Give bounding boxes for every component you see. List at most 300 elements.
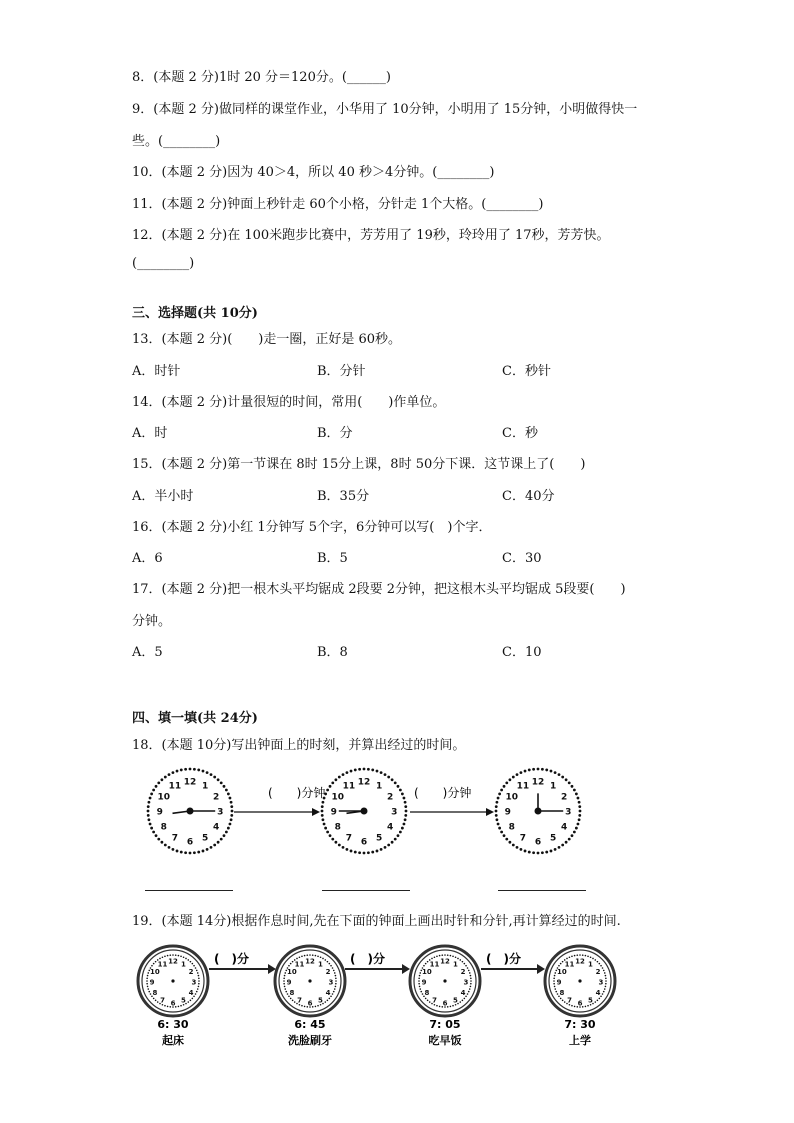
- clock-minute-dot: [196, 991, 198, 993]
- clock-numeral: 2: [188, 968, 194, 977]
- clock-numeral: 11: [168, 781, 182, 792]
- clock-minute-dot: [146, 977, 148, 979]
- clock-minute-dot: [290, 963, 292, 965]
- clock-minute-dot: [450, 955, 452, 957]
- clock-minute-dot: [317, 1005, 319, 1007]
- clock-minute-dot: [468, 991, 470, 993]
- question-8: 8．(本题 2 分)1时 20 分＝120分。(______): [132, 70, 391, 85]
- clock-numeral: 9: [421, 978, 427, 987]
- clock-minute-dot: [452, 1005, 454, 1007]
- clock-numeral: 10: [557, 968, 567, 977]
- clock-minute-dot: [175, 954, 177, 956]
- clock-minute-dot: [469, 972, 471, 974]
- clock-minute-dot: [569, 956, 571, 958]
- clock-center: [443, 979, 446, 982]
- clock-minute-dot: [185, 958, 187, 960]
- clock-numeral: 3: [217, 807, 224, 818]
- clock-numeral: 1: [375, 781, 383, 792]
- section-title-fill: 四、填一填(共 24分): [132, 711, 258, 726]
- clock-minute-dot: [187, 959, 189, 961]
- clock-minute-dot: [164, 955, 166, 957]
- clock-minute-dot: [600, 965, 602, 967]
- clock-minute-dot: [566, 958, 568, 960]
- clock-minute-dot: [155, 1000, 157, 1002]
- clock-numeral: 5: [318, 996, 323, 1005]
- clock-minute-dot: [301, 1005, 303, 1007]
- clock-numeral: 5: [453, 996, 458, 1005]
- clock-minute-dot: [147, 988, 149, 990]
- clock-minute-dot: [465, 965, 467, 967]
- clock-numeral: 3: [391, 807, 398, 818]
- clock-minute-dot: [320, 956, 322, 958]
- q15-option-c: C．40分: [502, 489, 555, 504]
- clock-minute-dot: [592, 958, 594, 960]
- clock-minute-dot: [455, 956, 457, 958]
- clock-numeral: 7: [160, 996, 165, 1005]
- clock-numeral: 3: [565, 807, 572, 818]
- q19-arrow-label-2: ( )分: [350, 952, 385, 966]
- clock-minute-dot: [153, 998, 155, 1000]
- clock-minute-dot: [457, 958, 459, 960]
- clock-minute-dot: [335, 977, 337, 979]
- clock-numeral: 2: [460, 968, 466, 977]
- clock-minute-dot: [560, 963, 562, 965]
- clock-minute-dot: [327, 1000, 329, 1002]
- clock-minute-dot: [590, 956, 592, 958]
- clock-minute-dot: [459, 1001, 461, 1003]
- question-17-line-1: 17．(本题 2 分)把一根木头平均锯成 2段要 2分钟，把这根木头平均锯成 5段要( ): [132, 582, 626, 597]
- clock-numeral: 10: [157, 792, 171, 803]
- clock-minute-dot: [470, 980, 472, 982]
- clock-minute-dot: [324, 1001, 326, 1003]
- clock-minute-dot: [604, 972, 606, 974]
- clock-minute-dot: [467, 993, 469, 995]
- clock-minute-dot: [554, 972, 556, 974]
- clock-minute-dot: [324, 959, 326, 961]
- clock-minute-dot: [178, 1006, 180, 1008]
- clock-minute-dot: [441, 954, 443, 956]
- q16-option-a: A．6: [132, 551, 163, 566]
- clock-minute-dot: [553, 983, 555, 985]
- q19-arrowhead-3: [537, 964, 545, 974]
- clock-minute-dot: [150, 993, 152, 995]
- clock-minute-dot: [468, 970, 470, 972]
- clock-minute-dot: [429, 1001, 431, 1003]
- clock-minute-dot: [459, 959, 461, 961]
- clock-numeral: 8: [334, 822, 341, 833]
- q13-option-c: C．秒针: [502, 364, 551, 379]
- question-12-line-2: (________): [132, 256, 195, 271]
- clock-minute-dot: [587, 1005, 589, 1007]
- clock-minute-dot: [599, 998, 601, 1000]
- clock-minute-dot: [555, 991, 557, 993]
- clock-minute-dot: [467, 967, 469, 969]
- clock-minute-dot: [602, 993, 604, 995]
- clock-minute-dot: [146, 980, 148, 982]
- clock-numeral: 11: [564, 960, 575, 969]
- clock-numeral: 1: [453, 960, 458, 969]
- clock-minute-dot: [332, 993, 334, 995]
- clock-minute-dot: [434, 956, 436, 958]
- clock-numeral: 10: [150, 968, 160, 977]
- clock-minute-dot: [439, 955, 441, 957]
- clock-minute-dot: [427, 961, 429, 963]
- clock-minute-dot: [447, 954, 449, 956]
- clock-minute-dot: [147, 986, 149, 988]
- q19-arrowhead-2: [402, 964, 410, 974]
- clock-minute-dot: [431, 958, 433, 960]
- clock-numeral: 11: [294, 960, 305, 969]
- clock-minute-dot: [192, 963, 194, 965]
- clock-minute-dot: [597, 1000, 599, 1002]
- clock-minute-dot: [315, 1006, 317, 1008]
- clock-minute-dot: [564, 1001, 566, 1003]
- clock-minute-dot: [164, 1005, 166, 1007]
- clock-numeral: 11: [516, 781, 530, 792]
- clock-minute-dot: [422, 993, 424, 995]
- clock-minute-dot: [574, 1006, 576, 1008]
- question-13: 13．(本题 2 分)( )走一圈，正好是 60秒。: [132, 332, 402, 347]
- clock-minute-dot: [585, 955, 587, 957]
- clock-minute-dot: [599, 963, 601, 965]
- clock-minute-dot: [557, 993, 559, 995]
- clock-minute-dot: [195, 967, 197, 969]
- clock-numeral: 11: [429, 960, 440, 969]
- clock-minute-dot: [605, 983, 607, 985]
- clock-minute-dot: [283, 977, 285, 979]
- q19-arrow-label-3: ( )分: [486, 952, 521, 966]
- clock-numeral: 2: [561, 792, 568, 803]
- clock-numeral: 1: [181, 960, 186, 969]
- clock-minute-dot: [290, 998, 292, 1000]
- clock-minute-dot: [420, 991, 422, 993]
- clock-numeral: 4: [188, 988, 194, 997]
- clock-numeral: 9: [330, 807, 337, 818]
- clock-minute-dot: [195, 993, 197, 995]
- clock-minute-dot: [419, 986, 421, 988]
- clock-minute-dot: [198, 977, 200, 979]
- clock-minute-dot: [294, 1001, 296, 1003]
- clock-minute-dot: [285, 991, 287, 993]
- clock-minute-dot: [301, 955, 303, 957]
- q19-activity-1: 起床: [162, 1034, 184, 1047]
- clock-numeral: 5: [181, 996, 186, 1005]
- clock-numeral: 2: [325, 968, 331, 977]
- clock-numeral: 6: [534, 837, 542, 848]
- clock-minute-dot: [418, 977, 420, 979]
- question-11: 11．(本题 2 分)钟面上秒针走 60个小格，分针走 1个大格。(________): [132, 197, 544, 212]
- q19-activity-3: 吃早饭: [428, 1034, 462, 1047]
- clock-numeral: 1: [318, 960, 323, 969]
- clock-minute-dot: [334, 972, 336, 974]
- clock-numeral: 7: [519, 833, 527, 844]
- clock-minute-dot: [322, 958, 324, 960]
- clock-numeral: 4: [213, 822, 220, 833]
- clock-minute-dot: [169, 954, 171, 956]
- clock-minute-dot: [155, 961, 157, 963]
- clock-minute-dot: [436, 1005, 438, 1007]
- q19-activity-4: 上学: [569, 1034, 591, 1047]
- clock-numeral: 9: [156, 807, 163, 818]
- clock-numeral: 4: [460, 988, 466, 997]
- clock-minute-dot: [284, 972, 286, 974]
- clock-minute-dot: [198, 983, 200, 985]
- clock-minute-dot: [587, 955, 589, 957]
- clock-numeral: 12: [440, 957, 450, 966]
- clock-minute-dot: [162, 956, 164, 958]
- q19-time-1: 6: 30: [157, 1018, 189, 1031]
- clock-minute-dot: [146, 983, 148, 985]
- clock-minute-dot: [299, 956, 301, 958]
- clock-minute-dot: [335, 986, 337, 988]
- clock-numeral: 3: [598, 978, 604, 987]
- clock-minute-dot: [292, 1000, 294, 1002]
- clock-numeral: 1: [588, 960, 593, 969]
- clock-minute-dot: [423, 965, 425, 967]
- q18-arrow-label-1: ( )分钟: [268, 786, 326, 800]
- clock-numeral: 8: [160, 822, 167, 833]
- clock-numeral: 8: [508, 822, 515, 833]
- clock-minute-dot: [315, 955, 317, 957]
- clock-numeral: 3: [463, 978, 469, 987]
- clock-minute-dot: [198, 986, 200, 988]
- clock-minute-dot: [562, 1000, 564, 1002]
- clock-minute-dot: [418, 983, 420, 985]
- clock-minute-dot: [151, 965, 153, 967]
- q19-activity-2: 洗脸刷牙: [288, 1034, 332, 1047]
- clock-numeral: 3: [191, 978, 197, 987]
- q15-option-a: A．半小时: [132, 489, 194, 504]
- clock-minute-dot: [197, 988, 199, 990]
- q14-option-b: B．分: [317, 426, 353, 441]
- clock-minute-dot: [167, 955, 169, 957]
- q19-time-3: 7: 05: [429, 1018, 461, 1031]
- clock-minute-dot: [167, 1006, 169, 1008]
- clock-minute-dot: [603, 970, 605, 972]
- clock-minute-dot: [190, 961, 192, 963]
- clock-numeral: 11: [157, 960, 168, 969]
- clock-minute-dot: [605, 980, 607, 982]
- clock-center: [308, 979, 311, 982]
- clock-minute-dot: [594, 1001, 596, 1003]
- q17-option-b: B．8: [317, 645, 348, 660]
- clock-numeral: 6: [442, 999, 448, 1008]
- question-15: 15．(本题 2 分)第一节课在 8时 15分上课，8时 50分下课．这节课上了( ): [132, 457, 586, 472]
- clock-minute-dot: [585, 1006, 587, 1008]
- clock-numeral: 12: [531, 777, 545, 788]
- clock-minute-dot: [327, 961, 329, 963]
- clock-minute-dot: [317, 955, 319, 957]
- clock-minute-dot: [452, 955, 454, 957]
- clock-minute-dot: [335, 975, 337, 977]
- clock-minute-dot: [153, 963, 155, 965]
- clock-minute-dot: [292, 961, 294, 963]
- clock-minute-dot: [283, 983, 285, 985]
- clock-numeral: 12: [357, 777, 371, 788]
- clock-numeral: 1: [549, 781, 557, 792]
- clock-minute-dot: [419, 988, 421, 990]
- clock-minute-dot: [172, 954, 174, 956]
- clock-minute-dot: [464, 963, 466, 965]
- clock-center: [578, 979, 581, 982]
- q15-option-b: B．35分: [317, 489, 370, 504]
- clock-numeral: 8: [424, 988, 430, 997]
- clock-numeral: 11: [342, 781, 356, 792]
- clock-minute-dot: [306, 954, 308, 956]
- clock-minute-dot: [582, 954, 584, 956]
- clock-minute-dot: [597, 961, 599, 963]
- q14-option-c: C．秒: [502, 426, 538, 441]
- clock-minute-dot: [554, 988, 556, 990]
- clock-minute-dot: [333, 970, 335, 972]
- clock-minute-dot: [198, 975, 200, 977]
- clock-minute-dot: [304, 1006, 306, 1008]
- clock-minute-dot: [180, 955, 182, 957]
- q18-arrow-label-2: ( )分钟: [414, 786, 472, 800]
- clock-numeral: 5: [588, 996, 593, 1005]
- clock-center: [171, 979, 174, 982]
- clock-numeral: 9: [504, 807, 511, 818]
- clock-minute-dot: [419, 972, 421, 974]
- question-17-line-2: 分钟。: [132, 614, 172, 629]
- clock-numeral: 6: [307, 999, 313, 1008]
- clock-numeral: 10: [287, 968, 297, 977]
- clock-minute-dot: [553, 977, 555, 979]
- clock-numeral: 7: [432, 996, 437, 1005]
- question-9-line-1: 9．(本题 2 分)做同样的课堂作业，小华用了 10分钟，小明用了 15分钟，小明做得快一: [132, 102, 638, 117]
- clock-numeral: 7: [171, 833, 179, 844]
- clock-minute-dot: [283, 980, 285, 982]
- clock-numeral: 5: [549, 833, 557, 844]
- clock-minute-dot: [554, 975, 556, 977]
- question-9-line-2: 些。(________): [132, 134, 221, 149]
- clock-minute-dot: [284, 975, 286, 977]
- clock-minute-dot: [180, 1005, 182, 1007]
- q19-clock-2: [275, 946, 345, 1016]
- clock-minute-dot: [329, 998, 331, 1000]
- clock-minute-dot: [284, 988, 286, 990]
- clock-numeral: 1: [201, 781, 209, 792]
- q16-option-b: B．5: [317, 551, 348, 566]
- clock-numeral: 5: [375, 833, 383, 844]
- clock-numeral: 9: [556, 978, 562, 987]
- q14-option-a: A．时: [132, 426, 168, 441]
- clock-minute-dot: [312, 954, 314, 956]
- q17-option-a: A．5: [132, 645, 163, 660]
- q17-option-c: C．10: [502, 645, 542, 660]
- clock-minute-dot: [554, 986, 556, 988]
- clock-minute-dot: [558, 965, 560, 967]
- clock-minute-dot: [190, 1000, 192, 1002]
- clock-minute-dot: [469, 988, 471, 990]
- question-19: 19．(本题 14分)根据作息时间,先在下面的钟面上画出时针和分针,再计算经过的时间.: [132, 914, 621, 929]
- clock-minute-dot: [287, 993, 289, 995]
- clock-minute-dot: [470, 975, 472, 977]
- clock-numeral: 6: [186, 837, 194, 848]
- clock-minute-dot: [147, 972, 149, 974]
- clock-minute-dot: [183, 956, 185, 958]
- clock-minute-dot: [288, 965, 290, 967]
- clock-minute-dot: [562, 961, 564, 963]
- clock-minute-dot: [335, 983, 337, 985]
- clock-minute-dot: [418, 980, 420, 982]
- clock-numeral: 6: [170, 999, 176, 1008]
- clock-numeral: 4: [595, 988, 601, 997]
- q19-time-4: 7: 30: [564, 1018, 596, 1031]
- clock-minute-dot: [309, 954, 311, 956]
- clock-numeral: 12: [305, 957, 315, 966]
- clock-minute-dot: [334, 988, 336, 990]
- clock-minute-dot: [439, 1006, 441, 1008]
- clock-numeral: 2: [387, 792, 394, 803]
- q13-option-b: B．分针: [317, 364, 366, 379]
- clock-numeral: 2: [595, 968, 601, 977]
- clock-numeral: 7: [345, 833, 353, 844]
- clock-minute-dot: [571, 955, 573, 957]
- clock-numeral: 8: [559, 988, 565, 997]
- clock-minute-dot: [187, 1001, 189, 1003]
- clock-minute-dot: [605, 986, 607, 988]
- question-10: 10．(本题 2 分)因为 40＞4，所以 40 秒＞4分钟。(________): [132, 165, 495, 180]
- clock-minute-dot: [304, 955, 306, 957]
- clock-numeral: 8: [152, 988, 158, 997]
- clock-minute-dot: [470, 983, 472, 985]
- clock-minute-dot: [553, 980, 555, 982]
- clock-minute-dot: [603, 991, 605, 993]
- clock-minute-dot: [196, 970, 198, 972]
- q19-clock-4: [545, 946, 615, 1016]
- clock-minute-dot: [594, 959, 596, 961]
- question-18: 18．(本题 10分)写出钟面上的时刻，并算出经过的时间。: [132, 738, 466, 753]
- clock-minute-dot: [296, 958, 298, 960]
- clock-minute-dot: [157, 1001, 159, 1003]
- clock-minute-dot: [605, 975, 607, 977]
- q19-arrow-label-1: ( )分: [214, 952, 249, 966]
- clock-minute-dot: [332, 967, 334, 969]
- clock-numeral: 10: [422, 968, 432, 977]
- question-16: 16．(本题 2 分)小红 1分钟写 5个字，6分钟可以写( )个字．: [132, 520, 492, 535]
- clock-minute-dot: [602, 967, 604, 969]
- q16-option-c: C．30: [502, 551, 542, 566]
- clock-minute-dot: [576, 954, 578, 956]
- clock-numeral: 7: [297, 996, 302, 1005]
- clock-numeral: 10: [505, 792, 519, 803]
- clock-numeral: 3: [328, 978, 334, 987]
- clock-minute-dot: [419, 975, 421, 977]
- clock-numeral: 12: [168, 957, 178, 966]
- clock-minute-dot: [464, 998, 466, 1000]
- clock-numeral: 5: [201, 833, 209, 844]
- clock-numeral: 12: [183, 777, 197, 788]
- clock-minute-dot: [425, 998, 427, 1000]
- clock-numeral: 12: [575, 957, 585, 966]
- clock-minute-dot: [333, 991, 335, 993]
- clock-numeral: 2: [213, 792, 220, 803]
- clock-minute-dot: [159, 958, 161, 960]
- clock-numeral: 9: [149, 978, 155, 987]
- clock-minute-dot: [198, 980, 200, 982]
- clock-minute-dot: [427, 1000, 429, 1002]
- q19-time-2: 6: 45: [294, 1018, 326, 1031]
- clock-minute-dot: [571, 1005, 573, 1007]
- q19-clock-1: [138, 946, 208, 1016]
- clock-minute-dot: [462, 961, 464, 963]
- clock-minute-dot: [284, 986, 286, 988]
- clock-minute-dot: [178, 955, 180, 957]
- clock-minute-dot: [147, 975, 149, 977]
- clock-numeral: 4: [325, 988, 331, 997]
- clock-minute-dot: [193, 965, 195, 967]
